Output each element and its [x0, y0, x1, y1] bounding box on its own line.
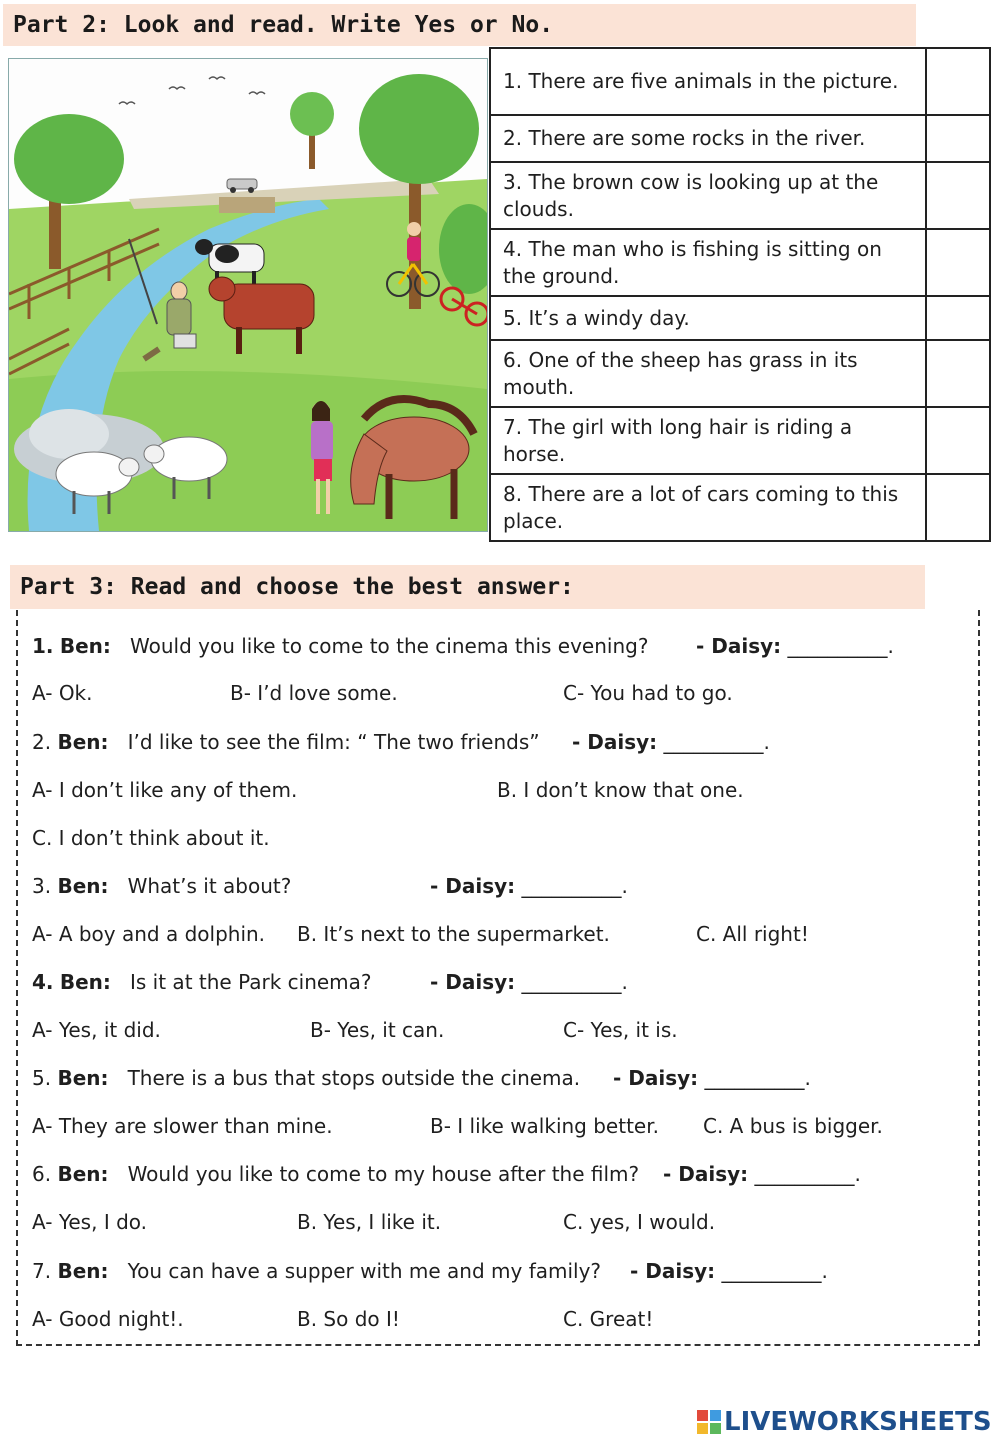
answer-input-1[interactable]: [927, 71, 993, 94]
daisy-response-2[interactable]: [572, 730, 770, 754]
dialogue-line-7: [32, 1259, 601, 1283]
liveworksheets-icon: [697, 1410, 721, 1434]
answer-blank[interactable]: __________.: [663, 730, 770, 754]
speaker-ben: Ben:: [59, 970, 111, 994]
answer-blank[interactable]: __________.: [721, 1259, 828, 1283]
question-1: 1. There are five animals in the picture.: [490, 48, 926, 115]
question-number: 3.: [32, 874, 52, 898]
option-a[interactable]: A- I don’t like any of them.: [32, 778, 298, 802]
answer-cell-5[interactable]: [926, 296, 990, 340]
answer-cell-2[interactable]: [926, 115, 990, 162]
dialogue-text: There is a bus that stops outside the cinema.: [127, 1066, 581, 1090]
speaker-daisy: - Daisy:: [430, 970, 516, 994]
table-row: [490, 407, 990, 474]
answer-cell-4[interactable]: [926, 229, 990, 296]
dialogue-line-6: [32, 1162, 639, 1186]
answer-cell-1[interactable]: [926, 48, 990, 115]
daisy-response-5[interactable]: [613, 1066, 811, 1090]
brand-name: LIVEWORKSHEETS: [724, 1407, 992, 1437]
option-c[interactable]: C. All right!: [696, 922, 809, 946]
dialogue-text: What’s it about?: [127, 874, 292, 898]
answer-input-2[interactable]: [927, 128, 993, 151]
speaker-ben: Ben:: [57, 1066, 109, 1090]
answer-blank[interactable]: __________.: [521, 970, 628, 994]
question-4: 4. The man who is fishing is sitting on the ground.: [490, 229, 926, 296]
table-row: [490, 229, 990, 296]
daisy-response-1[interactable]: [696, 634, 894, 658]
question-number: 4.: [32, 970, 54, 994]
table-row: [490, 115, 990, 162]
answer-input-4[interactable]: [927, 252, 993, 275]
speaker-ben: Ben:: [57, 874, 109, 898]
answer-cell-7[interactable]: [926, 407, 990, 474]
option-c[interactable]: C. A bus is bigger.: [703, 1114, 883, 1138]
option-a[interactable]: A- Yes, it did.: [32, 1018, 161, 1042]
option-a[interactable]: A- They are slower than mine.: [32, 1114, 333, 1138]
option-b[interactable]: B- Yes, it can.: [310, 1018, 445, 1042]
speaker-ben: Ben:: [57, 1259, 109, 1283]
option-c[interactable]: C. I don’t think about it.: [32, 826, 270, 850]
speaker-ben: Ben:: [59, 634, 111, 658]
daisy-response-7[interactable]: [630, 1259, 828, 1283]
liveworksheets-logo[interactable]: [697, 1408, 992, 1436]
speaker-daisy: - Daisy:: [613, 1066, 699, 1090]
answer-blank[interactable]: __________.: [787, 634, 894, 658]
question-2: 2. There are some rocks in the river.: [490, 115, 926, 162]
dialogue-line-1: [32, 634, 648, 658]
speaker-ben: Ben:: [57, 730, 109, 754]
question-7: 7. The girl with long hair is riding a horse.: [490, 407, 926, 474]
option-c[interactable]: C- Yes, it is.: [563, 1018, 678, 1042]
option-a[interactable]: A- Good night!.: [32, 1307, 184, 1331]
daisy-response-6[interactable]: [663, 1162, 861, 1186]
answer-blank[interactable]: __________.: [754, 1162, 861, 1186]
option-c[interactable]: C- You had to go.: [563, 681, 733, 705]
option-a[interactable]: A- Yes, I do.: [32, 1210, 148, 1234]
answer-blank[interactable]: __________.: [704, 1066, 811, 1090]
daisy-response-3[interactable]: [430, 874, 628, 898]
answer-cell-3[interactable]: [926, 162, 990, 229]
question-number: 7.: [32, 1259, 52, 1283]
question-number: 2.: [32, 730, 52, 754]
answer-input-5[interactable]: [927, 308, 993, 331]
speaker-daisy: - Daisy:: [572, 730, 658, 754]
table-row: [490, 48, 990, 115]
table-row: [490, 340, 990, 407]
question-3: 3. The brown cow is looking up at the clouds.: [490, 162, 926, 229]
speaker-daisy: - Daisy:: [430, 874, 516, 898]
question-number: 1.: [32, 634, 54, 658]
yes-no-table: [489, 47, 991, 542]
question-number: 6.: [32, 1162, 52, 1186]
dialogue-text: Is it at the Park cinema?: [130, 970, 372, 994]
dialogue-line-3: [32, 874, 291, 898]
option-c[interactable]: C. Great!: [563, 1307, 654, 1331]
option-b[interactable]: B- I like walking better.: [430, 1114, 659, 1138]
farm-scene-illustration: [8, 58, 488, 532]
dialogue-line-5: [32, 1066, 580, 1090]
dialogue-text: You can have a supper with me and my family?: [127, 1259, 602, 1283]
answer-input-6[interactable]: [927, 363, 993, 386]
option-c[interactable]: C. yes, I would.: [563, 1210, 716, 1234]
option-b[interactable]: B. It’s next to the supermarket.: [297, 922, 610, 946]
dialogue-line-2: [32, 730, 540, 754]
dialogue-line-4: [32, 970, 372, 994]
dialogue-text: I’d like to see the film: “ The two friends”: [127, 730, 540, 754]
question-5: 5. It’s a windy day.: [490, 296, 926, 340]
answer-input-8[interactable]: [927, 497, 993, 520]
answer-cell-8[interactable]: [926, 474, 990, 541]
answer-cell-6[interactable]: [926, 340, 990, 407]
speaker-daisy: - Daisy:: [663, 1162, 749, 1186]
table-row: [490, 296, 990, 340]
option-b[interactable]: B- I’d love some.: [230, 681, 398, 705]
dialogue-text: Would you like to come to the cinema this evening?: [130, 634, 649, 658]
option-b[interactable]: B. I don’t know that one.: [497, 778, 744, 802]
option-b[interactable]: B. So do I!: [297, 1307, 400, 1331]
option-a[interactable]: A- A boy and a dolphin.: [32, 922, 266, 946]
part2-title: Part 2: Look and read. Write Yes or No.: [3, 4, 916, 46]
table-row: [490, 162, 990, 229]
daisy-response-4[interactable]: [430, 970, 628, 994]
option-b[interactable]: B. Yes, I like it.: [297, 1210, 442, 1234]
part3-title: Part 3: Read and choose the best answer:: [10, 565, 925, 609]
speaker-daisy: - Daisy:: [696, 634, 782, 658]
table-row: [490, 474, 990, 541]
question-number: 5.: [32, 1066, 52, 1090]
question-6: 6. One of the sheep has grass in its mouth.: [490, 340, 926, 407]
answer-input-3[interactable]: [927, 185, 993, 208]
speaker-daisy: - Daisy:: [630, 1259, 716, 1283]
answer-blank[interactable]: __________.: [521, 874, 628, 898]
dialogue-text: Would you like to come to my house after the film?: [127, 1162, 640, 1186]
speaker-ben: Ben:: [57, 1162, 109, 1186]
question-8: 8. There are a lot of cars coming to this place.: [490, 474, 926, 541]
option-a[interactable]: A- Ok.: [32, 681, 93, 705]
answer-input-7[interactable]: [927, 430, 993, 453]
